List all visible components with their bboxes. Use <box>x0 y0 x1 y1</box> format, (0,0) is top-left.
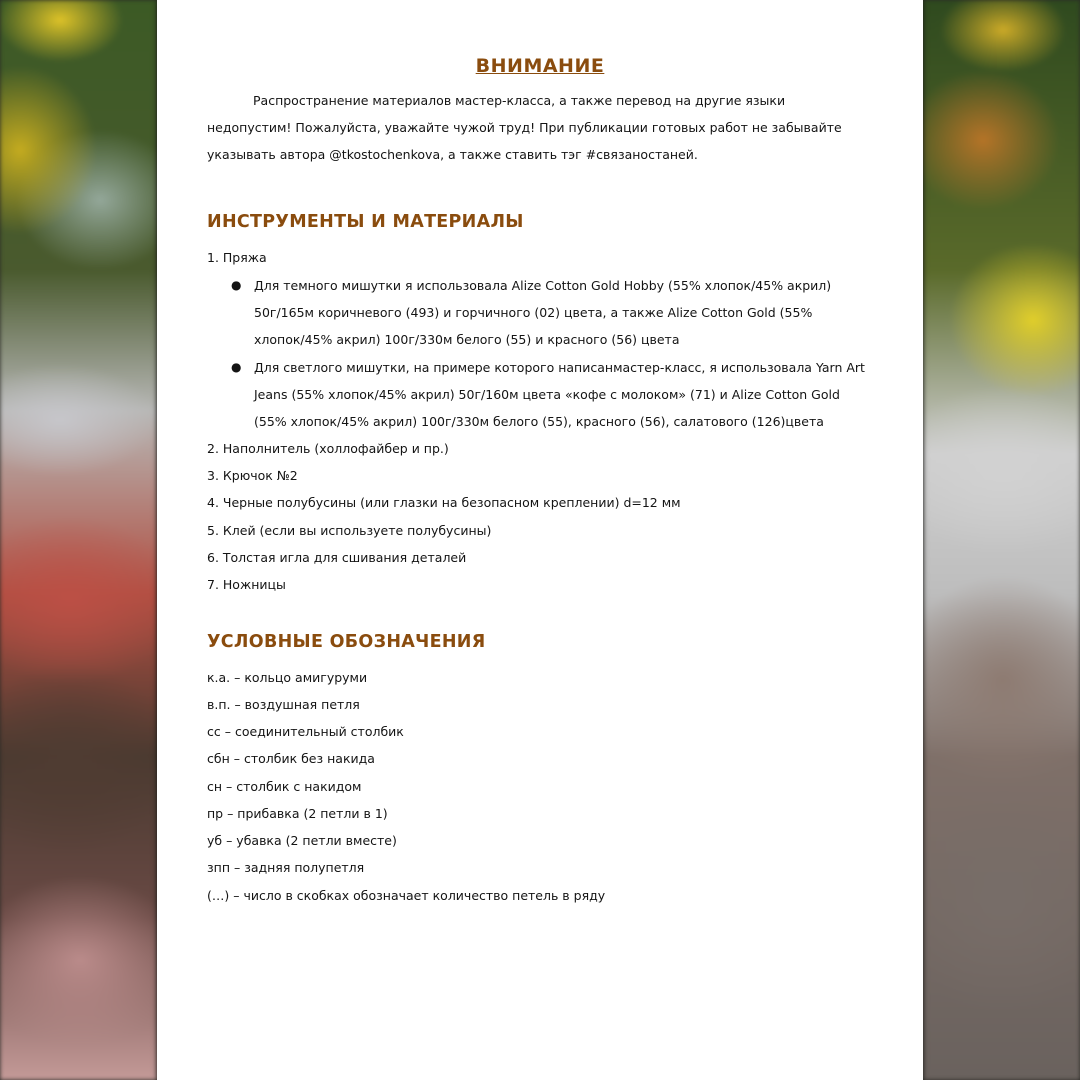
materials-item-3: 3. Крючок №2 <box>207 468 298 483</box>
materials-item-4: 4. Черные полубусины (или глазки на безопасном креплении) d=12 мм <box>207 495 681 510</box>
legend-item: в.п. – воздушная петля <box>207 697 360 712</box>
legend-heading: УСЛОВНЫЕ ОБОЗНАЧЕНИЯ <box>207 632 486 652</box>
attention-text: Распространение материалов мастер-класса, а также перевод на другие языки недопустим! Пожалуйста, уважайте чужой труд! При публикации готовых работ не забывайте указывать автора @tkostochenkova, а также ставить тэг #связаностаней. <box>207 93 842 162</box>
legend-item: сн – столбик с накидом <box>207 779 362 794</box>
document-page <box>157 0 923 1080</box>
attention-title: ВНИМАНИЕ <box>475 55 605 77</box>
legend-item: к.а. – кольцо амигуруми <box>207 670 368 685</box>
materials-heading: ИНСТРУМЕНТЫ И МАТЕРИАЛЫ <box>207 212 524 232</box>
legend-item: уб – убавка (2 петли вместе) <box>207 833 397 848</box>
bullet-icon: ● <box>231 278 242 292</box>
blurred-background-left <box>0 0 157 1080</box>
materials-item-7: 7. Ножницы <box>207 577 286 592</box>
materials-item-6: 6. Толстая игла для сшивания деталей <box>207 550 467 565</box>
legend-item: сбн – столбик без накида <box>207 751 375 766</box>
materials-item-1: 1. Пряжа <box>207 250 267 265</box>
materials-item-5: 5. Клей (если вы используете полубусины) <box>207 523 492 538</box>
materials-bullet-dark-bear <box>231 272 874 353</box>
materials-item-2: 2. Наполнитель (холлофайбер и пр.) <box>207 441 449 456</box>
bullet-text: Для темного мишутки я использовала Alize Cotton Gold Hobby (55% хлопок/45% акрил) 50г/165м коричневого (493) и горчичного (02) цвета, а также Alize Cotton Gold (55% хлопок/45% акрил) 100г/330м белого (55) и красного (56) цвета <box>254 278 832 347</box>
legend-item: зпп – задняя полупетля <box>207 860 365 875</box>
attention-paragraph <box>207 87 865 168</box>
blurred-background-right <box>923 0 1080 1080</box>
materials-bullet-light-bear <box>231 354 874 435</box>
legend-item: (…) – число в скобках обозначает количество петель в ряду <box>207 888 606 903</box>
legend-item: пр – прибавка (2 петли в 1) <box>207 806 388 821</box>
bullet-icon: ● <box>231 360 242 374</box>
bullet-text: Для светлого мишутки, на примере которого написанмастер-класс, я использовала Yarn Art Jeans (55% хлопок/45% акрил) 50г/160м цвета «кофе с молоком» (71) и Alize Cotton Gold (55% хлопок/45% акрил) 100г/330м белого (55), красного (56), салатового (126)цвета <box>254 360 865 429</box>
legend-item: сс – соединительный столбик <box>207 724 404 739</box>
